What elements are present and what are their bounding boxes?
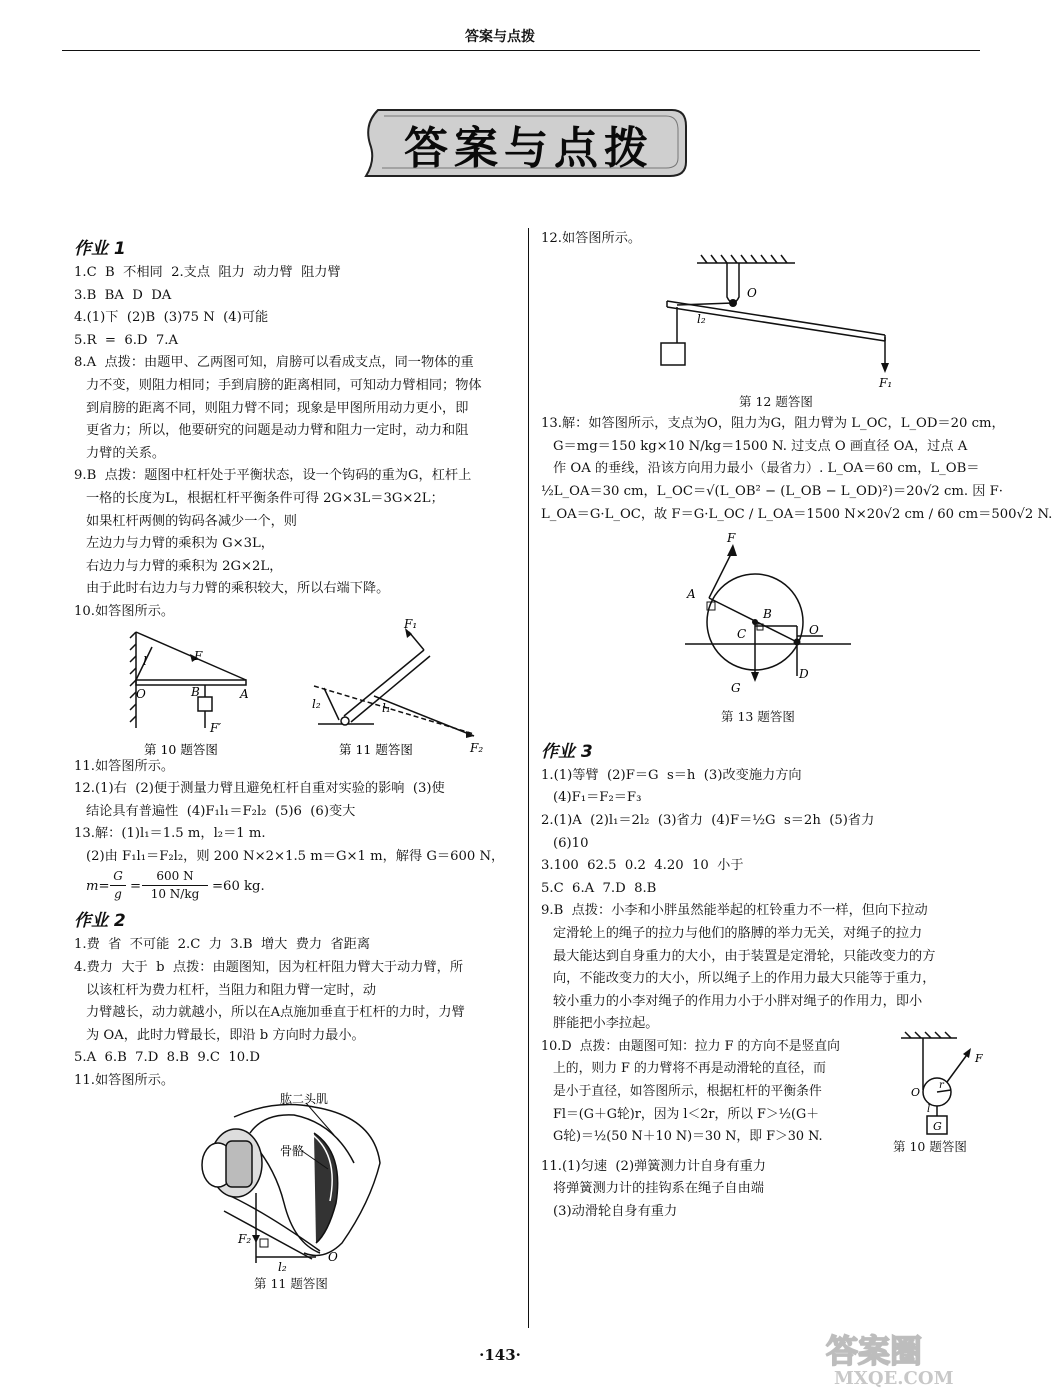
q13-label-D: D (799, 667, 809, 682)
frac2-den: 10 N/kg (150, 887, 200, 902)
formula-lhs: m= (86, 879, 110, 895)
answer-line: 上的，则力 F 的力臂将不再是动滑轮的直径，而 (553, 1061, 826, 1077)
arm-figure-caption: 第 11 题答图 (254, 1275, 328, 1291)
fig10-label-Fprime: F′ (210, 720, 222, 735)
answer-line: 10.如答图所示。 (74, 603, 175, 619)
fig10-label-l: l (143, 653, 147, 668)
answer-line: (4)F₁＝F₂＝F₃ (553, 790, 642, 806)
arm-label-F2: F₂ (238, 1231, 252, 1246)
answer-line: Fl＝(G＋G轮)r，因为 l＜2r，所以 F＞½(G＋ (553, 1106, 820, 1122)
answer-line: G轮)＝½(50 N＋10 N)＝30 N，即 F＞30 N. (553, 1129, 823, 1145)
q13-label-C: C (737, 627, 747, 642)
section-title-hw3: 作业 3 (541, 741, 593, 762)
answer-line: 10.D 点拨：由题图可知：拉力 F 的方向不是竖直向 (541, 1038, 840, 1054)
q13-label-O: O (809, 623, 819, 638)
answer-line: 4.费力 大于 b 点拨：由题图知，因为杠杆阻力臂大于动力臂，所 (74, 960, 464, 976)
q12-label-l2: l₂ (697, 311, 706, 326)
answer-line: 13.解：如答图所示，支点为O，阻力为G，阻力臂为 L_OC，L_OD＝20 cm， (541, 416, 1005, 432)
arm-figure (74, 1093, 520, 1273)
frac1-den: g (114, 887, 122, 902)
answer-line: 力臂的关系。 (86, 445, 166, 461)
q12-figure (541, 251, 989, 391)
answer-line: 定滑轮上的绳子的拉力与他们的胳膊的举力无关，对绳子的拉力 (553, 925, 923, 941)
answer-line: 胖能把小李拉起。 (553, 1016, 659, 1032)
watermark-bottom: MXQE.COM (834, 1368, 954, 1389)
answer-line: 2.(1)A (2)l₁＝2l₂ (3)省力 (4)F＝½G s＝2h (5)省力 (541, 812, 875, 828)
answer-line: 为 OA，此时力臂最长，即沿 b 方向时力最小。 (86, 1027, 365, 1043)
section-title-hw1: 作业 1 (74, 239, 126, 259)
answer-line: 4.(1)下 (2)B (3)75 N (4)可能 (74, 310, 269, 326)
frac2-num: 600 N (142, 868, 208, 886)
answer-line: 力不变，则阻力相同；手到肩膀的距离相同，可知动力臂相同；物体 (86, 377, 482, 393)
q13-label-A: A (687, 587, 696, 602)
fig10-lever-diagram (74, 616, 520, 757)
answer-line: 以该杠杆为费力杠杆，当阻力和阻力臂一定时，动 (86, 982, 377, 998)
running-header-title: 答案与点拨 (465, 29, 535, 45)
watermark-top: 答案圈 (826, 1332, 923, 1370)
fig11-label-l1: l₁ (382, 700, 391, 715)
figures-10-11 (74, 616, 520, 757)
answer-line: 9.B 点拨：题图中杠杆处于平衡状态，设一个钩码的重为G，杠杆上 (74, 468, 472, 484)
answer-line: 1.C B 不相同 2.支点 阻力 动力臂 阻力臂 (74, 265, 341, 280)
fig11-label-F2: F₂ (470, 740, 484, 755)
frac1-num: G (110, 868, 126, 886)
fig10-label-A: A (240, 686, 249, 701)
section-title-hw2: 作业 2 (74, 911, 126, 932)
page-number: ·143· (479, 1346, 521, 1364)
answer-line: 3.B BA D DA (74, 287, 172, 303)
answer-line: 向，不能改变力的大小，所以绳子上的作用力最大只能等于重力， (553, 971, 936, 987)
q13-label-B: B (763, 607, 772, 622)
answer-line: (3)动滑轮自身有重力 (553, 1204, 678, 1220)
answer-line: 12.如答图所示。 (541, 231, 642, 246)
fig10-label-O: O (136, 686, 146, 701)
q10-label-r: r (939, 1079, 944, 1091)
formula-result: =60 kg. (212, 879, 265, 895)
banner-title: 答案与点拨 (404, 123, 654, 174)
q10-caption: 第 10 题答图 (893, 1138, 967, 1154)
q12-caption: 第 12 题答图 (739, 393, 813, 409)
answer-line: 右边力与力臂的乘积为 2G×2L， (86, 558, 283, 574)
answer-line: 是小于直径，如答图所示，根据杠杆的平衡条件 (553, 1084, 822, 1100)
answer-line: 11.(1)匀速 (2)弹簧测力计自身有重力 (541, 1158, 766, 1174)
left-column (74, 236, 520, 1295)
answer-line: 5.A 6.B 7.D 8.B 9.C 10.D (74, 1050, 260, 1066)
answer-line: 最大能达到自身重力的大小，由于装置是定滑轮，只能改变力的方 (553, 948, 936, 964)
answer-line: 5.R = 6.D 7.A (74, 332, 178, 348)
answer-line: 结论具有普遍性 (4)F₁l₁＝F₂l₂ (5)6 (6)变大 (86, 803, 356, 819)
answer-line: 将弹簧测力计的挂钩系在绳子自由端 (553, 1181, 764, 1197)
arm-label-bone: 骨骼 (280, 1143, 305, 1158)
q13-diagram (541, 526, 989, 706)
arm-diagram (74, 1093, 520, 1273)
formula-eq: = (130, 879, 142, 895)
q12-label-O: O (747, 285, 757, 300)
q12-diagram (541, 251, 989, 391)
answer-line: 5.C 6.A 7.D 8.B (541, 880, 657, 896)
answer-line: L_OA＝G·L_OC，故 F＝G·L_OC / L_OA＝1500 N×20√2 cm / 60 cm＝500√2 N. (541, 506, 1052, 522)
formula-frac2 (142, 868, 208, 903)
arm-label-O: O (328, 1249, 338, 1264)
fig11-caption-top: 第 11 题答图 (339, 741, 413, 757)
fig11-label-F1: F₁ (404, 616, 418, 631)
answer-line: 13.解：(1)l₁＝1.5 m，l₂＝1 m. (74, 826, 266, 842)
answer-line: 3.100 62.5 0.2 4.20 10 小于 (541, 858, 744, 874)
answer-line: 9.B 点拨：小李和小胖虽然能举起的杠铃重力不一样，但向下拉动 (541, 903, 928, 919)
right-column (541, 228, 1052, 1224)
q10-block (541, 1036, 989, 1156)
formula-frac1 (110, 868, 126, 903)
column-divider (528, 228, 529, 1328)
answer-line: 作 OA 的垂线，沿该方向用力最小（最省力）. L_OA＝60 cm，L_OB＝ (553, 461, 980, 477)
q13-figure (541, 526, 989, 706)
answer-line: 更省力；所以，他要研究的问题是动力臂和阻力一定时，动力和阻 (86, 423, 469, 439)
q13-label-G: G (731, 681, 741, 696)
answer-line: 左边力与力臂的乘积为 G×3L， (86, 536, 274, 552)
arm-label-l2: l₂ (278, 1259, 287, 1274)
q10-label-G: G (933, 1119, 942, 1133)
answer-line: (2)由 F₁l₁＝F₂l₂，则 200 N×2×1.5 m＝G×1 m，解得 G＝600 N， (86, 848, 505, 864)
answer-line: 1.费 省 不可能 2.C 力 3.B 增大 费力 省距离 (74, 937, 371, 953)
fig10-label-F: F (194, 648, 203, 663)
answer-line: (6)10 (553, 835, 589, 851)
q10-pulley-diagram (897, 1032, 989, 1144)
answer-line: 如果杠杆两侧的钩码各减少一个，则 (86, 513, 297, 529)
q13-caption: 第 13 题答图 (721, 709, 795, 725)
answer-line: 11.如答图所示。 (74, 758, 175, 774)
q10-label-l: l (927, 1103, 931, 1115)
answer-line: G＝mg＝150 kg×10 N/kg＝1500 N. 过支点 O 画直径 OA，过点 A (553, 438, 968, 454)
answer-line: 12.(1)右 (2)便于测量力臂且避免杠杆自重对实验的影响 (3)使 (74, 781, 445, 797)
q12-label-F1: F₁ (879, 375, 893, 390)
watermark-logo (820, 1326, 990, 1389)
answer-line: ½L_OA＝30 cm，L_OC＝√(L_OB² − (L_OB − L_OD)²)＝20√2 cm. 因 F· (541, 483, 1003, 499)
answer-line: 8.A 点拨：由题甲、乙两图可知，肩膀可以看成支点，同一物体的重 (74, 355, 474, 371)
fig10-label-B: B (191, 684, 200, 699)
fig11-label-l2: l₂ (312, 696, 321, 711)
q13-label-F: F (727, 531, 736, 546)
q10-text (541, 1036, 893, 1149)
q10-label-F: F (975, 1051, 983, 1065)
header-rule (62, 50, 980, 51)
fig10-caption: 第 10 题答图 (144, 741, 218, 757)
answer-line: 1.(1)等臂 (2)F＝G s＝h (3)改变施力方向 (541, 767, 802, 783)
answer-line: 由于此时右边力与力臂的乘积较大，所以右端下降。 (86, 581, 390, 597)
answer-line: 到肩膀的距离不同，则阻力臂不同；现象是甲图所用动力更小，即 (86, 400, 469, 416)
q10-label-O: O (911, 1085, 921, 1099)
answer-line: 力臂越长，动力就越小，所以在A点施加垂直于杠杆的力时，力臂 (86, 1005, 465, 1021)
arm-label-biceps: 肱二头肌 (280, 1091, 329, 1106)
answer-line: 一格的长度为L，根据杠杆平衡条件可得 2G×3L＝3G×2L； (86, 490, 444, 506)
answer-line: 较小重力的小李对绳子的作用力小于小胖对绳子的作用力，即小 (553, 993, 923, 1009)
answer-line: 11.如答图所示。 (74, 1073, 175, 1089)
mass-formula (74, 868, 520, 908)
